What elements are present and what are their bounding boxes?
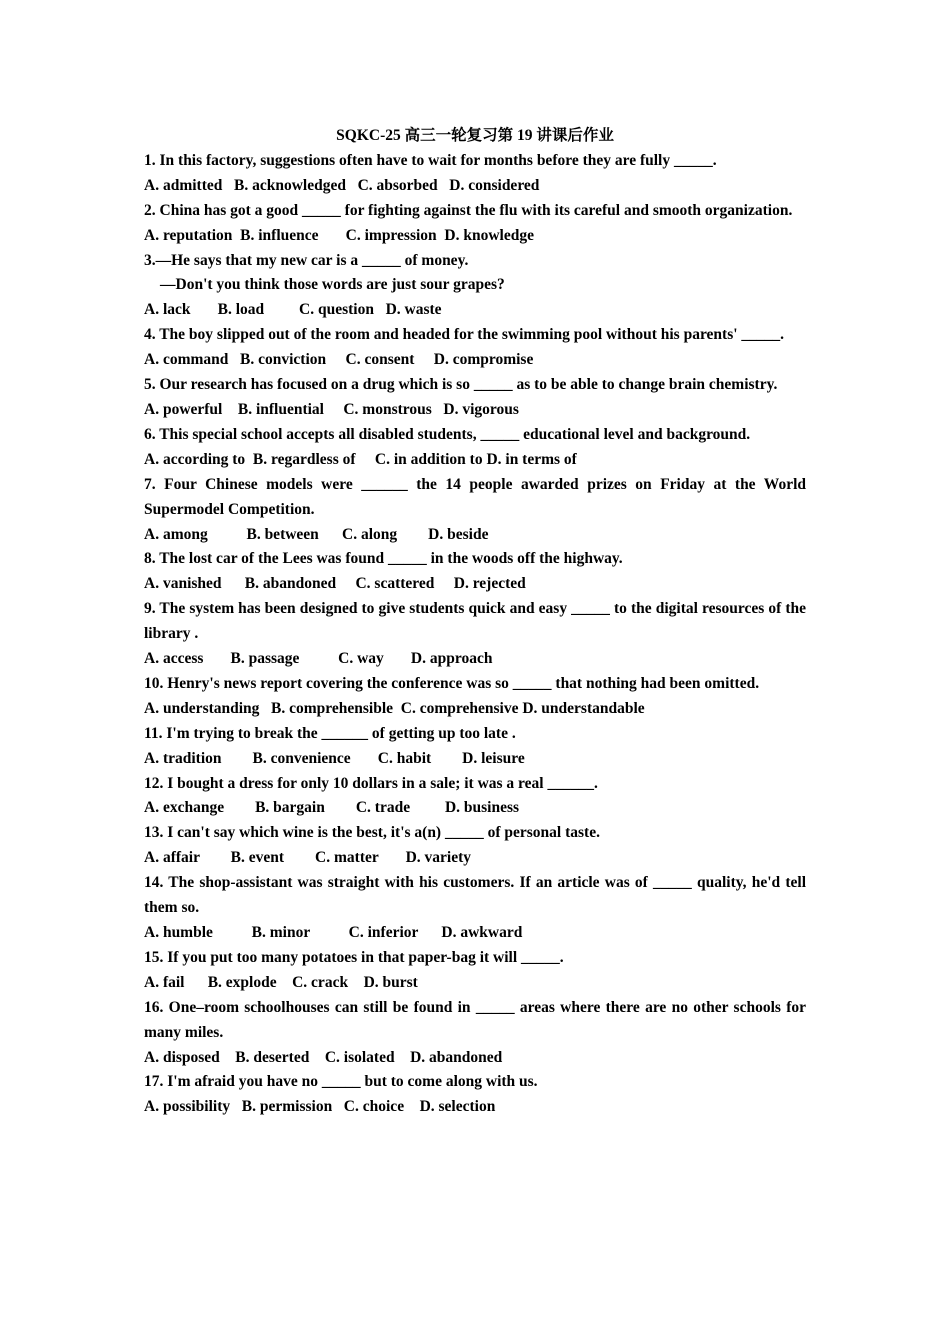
question-15: 15. If you put too many potatoes in that paper-bag it will _____. bbox=[144, 948, 564, 966]
options-6: A. according to B. regardless of C. in addition to D. in terms of bbox=[144, 450, 577, 468]
options-14: A. humble B. minor C. inferior D. awkward bbox=[144, 924, 523, 941]
options-1: A. admitted B. acknowledged C. absorbed D. considered bbox=[144, 176, 540, 194]
question-3: 3.—He says that my new car is a _____ of money. bbox=[144, 251, 469, 269]
question-8: 8. The lost car of the Lees was found _____ in the woods off the highway. bbox=[144, 550, 623, 568]
document-title: SQKC-25 高三一轮复习第 19 讲课后作业 bbox=[336, 127, 614, 144]
question-2: 2. China has got a good _____ for fighting against the flu with its careful and smooth organization. bbox=[144, 201, 793, 219]
question-14: 14. The shop-assistant was straight with his customers. If an article was of _____ quality, he'd tell them so. bbox=[144, 874, 806, 917]
question-10: 10. Henry's news report covering the conference was so _____ that nothing had been omitted. bbox=[144, 674, 760, 692]
options-16: A. disposed B. deserted C. isolated D. abandoned bbox=[144, 1048, 503, 1066]
question-9: 9. The system has been designed to give students quick and easy _____ to the digital resources of the library . bbox=[144, 600, 806, 643]
question-13: 13. I can't say which wine is the best, it's a(n) _____ of personal taste. bbox=[144, 824, 600, 842]
options-13: A. affair B. event C. matter D. variety bbox=[144, 849, 472, 867]
options-15: A. fail B. explode C. crack D. burst bbox=[144, 973, 418, 991]
options-7: A. among B. between C. along D. beside bbox=[144, 525, 489, 543]
question-5: 5. Our research has focused on a drug which is so _____ as to be able to change brain chemistry. bbox=[144, 376, 778, 394]
question-7: 7. Four Chinese models were ______ the 14 people awarded prizes on Friday at the World Supermodel Competition. bbox=[144, 475, 806, 518]
question-4: 4. The boy slipped out of the room and headed for the swimming pool without his parents' _____. bbox=[144, 326, 785, 344]
options-17: A. possibility B. permission C. choice D. selection bbox=[144, 1098, 496, 1116]
question-11: 11. I'm trying to break the ______ of getting up too late . bbox=[144, 724, 516, 742]
document-page bbox=[144, 124, 806, 1120]
options-3: A. lack B. load C. question D. waste bbox=[144, 301, 442, 319]
question-3-reply: —Don't you think those words are just sour grapes? bbox=[160, 276, 505, 294]
options-8: A. vanished B. abandoned C. scattered D. rejected bbox=[144, 575, 526, 593]
options-5: A. powerful B. influential C. monstrous D. vigorous bbox=[144, 400, 519, 418]
question-12: 12. I bought a dress for only 10 dollars in a sale; it was a real ______. bbox=[144, 774, 598, 792]
options-4: A. command B. conviction C. consent D. compromise bbox=[144, 351, 534, 369]
question-6: 6. This special school accepts all disabled students, _____ educational level and background. bbox=[144, 425, 751, 443]
options-2: A. reputation B. influence C. impression D. knowledge bbox=[144, 226, 534, 244]
question-17: 17. I'm afraid you have no _____ but to come along with us. bbox=[144, 1073, 538, 1091]
question-1: 1. In this factory, suggestions often have to wait for months before they are fully _____. bbox=[144, 151, 717, 169]
options-11: A. tradition B. convenience C. habit D. leisure bbox=[144, 749, 525, 767]
options-9: A. access B. passage C. way D. approach bbox=[144, 650, 493, 668]
options-12: A. exchange B. bargain C. trade D. business bbox=[144, 799, 520, 817]
question-16: 16. One–room schoolhouses can still be found in _____ areas where there are no other schools for many miles. bbox=[144, 998, 806, 1041]
options-10: A. understanding B. comprehensible C. comprehensive D. understandable bbox=[144, 699, 645, 717]
